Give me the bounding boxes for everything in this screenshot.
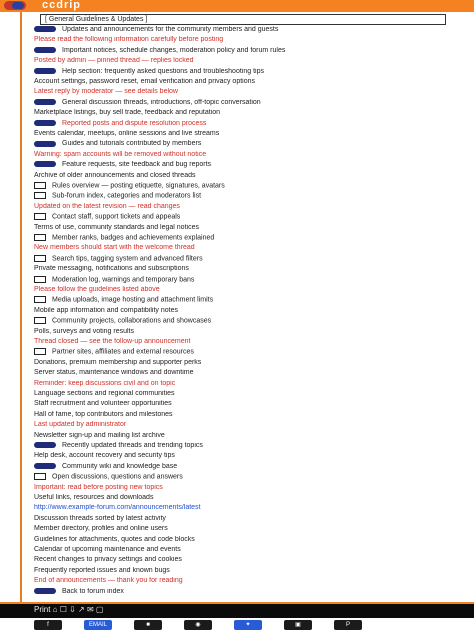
footer-button[interactable]: ■: [134, 620, 162, 630]
list-item-text: Staff recruitment and volunteer opportunities: [34, 400, 172, 408]
list-item[interactable]: [34, 68, 454, 76]
badge-icon: [34, 141, 56, 147]
list-item[interactable]: [34, 484, 454, 492]
list-item[interactable]: [34, 588, 454, 596]
list-item[interactable]: [34, 265, 454, 273]
list-item-text: Important notices, schedule changes, moderation policy and forum rules: [62, 46, 286, 54]
list-item-text: Last updated by administrator: [34, 421, 127, 429]
list-item[interactable]: [34, 57, 454, 65]
list-item[interactable]: [34, 348, 454, 356]
checkbox-icon[interactable]: [34, 255, 46, 262]
list-item-text: Back to forum index: [62, 587, 124, 595]
list-item[interactable]: [34, 224, 454, 232]
list-item-text: Posted by admin — pinned thread — replies locked: [34, 57, 194, 65]
checkbox-icon[interactable]: [34, 234, 46, 241]
list-item-text: Latest reply by moderator — see details below: [34, 88, 178, 96]
list-item[interactable]: [34, 546, 454, 554]
list-item-text: Donations, premium membership and supporter perks: [34, 358, 202, 366]
list-item[interactable]: [34, 525, 454, 533]
list-item-text: Rules overview — posting etiquette, signatures, avatars: [52, 182, 225, 190]
checkbox-icon[interactable]: [34, 213, 46, 220]
badge-icon: [34, 588, 56, 594]
list-item[interactable]: [34, 99, 454, 107]
list-item-text: Events calendar, meetups, online sessions and live streams: [34, 130, 220, 137]
list-item-text: Member ranks, badges and achievements explained: [52, 234, 215, 242]
list-item-text: Media uploads, image hosting and attachment limits: [52, 296, 214, 304]
list-item[interactable]: [34, 109, 454, 117]
list-item-text: Marketplace listings, buy sell trade, feedback and reputation: [34, 109, 220, 117]
list-item[interactable]: [34, 276, 454, 284]
list-item-text: Updated on the latest revision — read changes: [34, 202, 180, 210]
list-item[interactable]: [34, 203, 454, 211]
list-item-text: Useful links, resources and downloads: [34, 494, 154, 501]
list-item[interactable]: [34, 338, 454, 346]
list-item[interactable]: [34, 317, 454, 325]
list-item[interactable]: [34, 120, 454, 128]
list-item[interactable]: [34, 192, 454, 200]
list-item[interactable]: [34, 26, 454, 34]
list-item-text: Member directory, profiles and online users: [34, 525, 168, 533]
list-item-text: End of announcements — thank you for reading: [34, 577, 183, 585]
list-item[interactable]: [34, 307, 454, 315]
list-item[interactable]: [34, 88, 454, 96]
list-item[interactable]: [34, 536, 454, 544]
list-item-text: General discussion threads, introductions, off-topic conversation: [62, 98, 261, 106]
badge-icon: [34, 442, 56, 448]
list-item-text: Hall of fame, top contributors and milestones: [34, 410, 173, 418]
list-item-text: Help section: frequently asked questions and troubleshooting tips: [62, 67, 264, 75]
list-item[interactable]: [34, 244, 454, 252]
list-item[interactable]: [34, 78, 454, 86]
list-item[interactable]: [34, 369, 454, 377]
list-item[interactable]: [34, 36, 454, 44]
list-item[interactable]: [34, 411, 454, 419]
checkbox-icon[interactable]: [34, 348, 46, 355]
checkbox-icon[interactable]: [34, 192, 46, 199]
badge-icon: [34, 68, 56, 74]
list-item-text: Recently updated threads and trending topics: [62, 442, 203, 449]
list-item-text: Frequently reported issues and known bugs: [34, 566, 170, 574]
list-item-text: Help desk, account recovery and security tips: [34, 452, 175, 460]
list-item-text: Terms of use, community standards and legal notices: [34, 223, 199, 231]
checkbox-icon[interactable]: [34, 182, 46, 189]
list-item[interactable]: [34, 473, 454, 481]
list-item[interactable]: [34, 567, 454, 575]
list-item-text: Search tips, tagging system and advanced filters: [52, 255, 203, 263]
list-item-text: Warning: spam accounts will be removed without notice: [34, 150, 207, 158]
badge-icon: [34, 47, 56, 53]
list-item-text: Updates and announcements for the community members and guests: [62, 26, 279, 33]
list-item[interactable]: [34, 504, 454, 512]
list-item[interactable]: [34, 296, 454, 304]
list-item[interactable]: [34, 182, 454, 190]
list-item[interactable]: [34, 452, 454, 460]
list-item-text: Feature requests, site feedback and bug reports: [62, 161, 212, 169]
list-item-text: Archive of older announcements and closed threads: [34, 171, 196, 179]
footer-button[interactable]: ◉: [184, 620, 212, 630]
list-item-text: Polls, surveys and voting results: [34, 327, 134, 335]
list-item-text: Server status, maintenance windows and downtime: [34, 369, 194, 377]
list-item[interactable]: [34, 421, 454, 429]
page-title: [ General Guidelines & Updates ]: [40, 14, 446, 25]
badge-icon: [34, 161, 56, 167]
list-item-text: Mobile app information and compatibility notes: [34, 306, 178, 314]
list-item-text: Reported posts and dispute resolution process: [62, 119, 207, 127]
list-item-text: Private messaging, notifications and subscriptions: [34, 265, 189, 273]
badge-icon: [34, 120, 56, 126]
list-item-text: Recent changes to privacy settings and cookies: [34, 556, 182, 564]
list-item[interactable]: [34, 400, 454, 408]
badge-icon: [34, 26, 56, 32]
list-item-text: Partner sites, affiliates and external resources: [52, 348, 194, 356]
list-item[interactable]: [34, 442, 454, 450]
list-item[interactable]: [34, 515, 454, 523]
list-item-text: Please read the following information carefully before posting: [34, 36, 224, 44]
list-item-text: Community wiki and knowledge base: [62, 462, 178, 470]
footer-button[interactable]: EMAIL: [84, 620, 112, 630]
list-item[interactable]: [34, 494, 454, 502]
top-header-bar: [0, 0, 474, 12]
list-item-text: http://www.example-forum.com/announcements/latest: [34, 504, 201, 512]
logo-accent-icon: [12, 2, 24, 9]
list-item-text: Open discussions, questions and answers: [52, 473, 183, 481]
footer-button[interactable]: P: [334, 620, 362, 630]
checkbox-icon[interactable]: [34, 276, 46, 283]
list-item-text: Discussion threads sorted by latest activity: [34, 514, 166, 522]
list-item[interactable]: [34, 328, 454, 336]
list-item[interactable]: [34, 151, 454, 159]
footer-bar: [0, 604, 474, 618]
list-item[interactable]: [34, 432, 454, 440]
badge-icon: [34, 99, 56, 105]
list-item[interactable]: [34, 556, 454, 564]
list-item-text: Account settings, password reset, email verification and privacy options: [34, 78, 255, 85]
list-item-text: Newsletter sign-up and mailing list archive: [34, 431, 165, 439]
footer-title: Print ⌂ ☐ ⇩ ↗ ✉ ▢: [34, 605, 104, 614]
footer-button[interactable]: ✦: [234, 620, 262, 630]
checkbox-icon[interactable]: [34, 317, 46, 324]
list-item[interactable]: [34, 390, 454, 398]
list-item-text: Thread closed — see the follow-up announcement: [34, 338, 191, 345]
list-item[interactable]: [34, 463, 454, 471]
list-item[interactable]: [34, 47, 454, 55]
list-item[interactable]: [34, 286, 454, 294]
list-item-text: Contact staff, support tickets and appeals: [52, 213, 181, 221]
checkbox-icon[interactable]: [34, 473, 46, 480]
list-item-text: Community projects, collaborations and showcases: [52, 317, 212, 325]
list-item[interactable]: [34, 172, 454, 180]
list-item-text: New members should start with the welcome thread: [34, 244, 195, 252]
list-item[interactable]: [34, 234, 454, 242]
footer-button[interactable]: ▣: [284, 620, 312, 630]
footer-toolbar: [0, 602, 474, 634]
badge-icon: [34, 463, 56, 469]
list-item-text: Important: read before posting new topics: [34, 483, 163, 491]
brand-name[interactable]: ccdrip: [42, 0, 82, 11]
list-item-text: Guidelines for attachments, quotes and code blocks: [34, 535, 195, 543]
list-item[interactable]: [34, 213, 454, 221]
list-item-text: Language sections and regional communities: [34, 390, 175, 397]
list-item[interactable]: [34, 140, 454, 148]
list-item[interactable]: [34, 130, 454, 138]
checkbox-icon[interactable]: [34, 296, 46, 303]
list-item[interactable]: [34, 359, 454, 367]
main-content-area: [20, 12, 462, 602]
list-item-text: Calendar of upcoming maintenance and events: [34, 546, 181, 553]
list-item-text: Sub-forum index, categories and moderators list: [52, 192, 202, 200]
list-item[interactable]: [34, 161, 454, 169]
list-item[interactable]: [34, 255, 454, 263]
footer-button[interactable]: f: [34, 620, 62, 630]
list-item-text: Reminder: keep discussions civil and on topic: [34, 379, 176, 387]
list-item[interactable]: [34, 577, 454, 585]
list-item-text: Please follow the guidelines listed above: [34, 286, 160, 293]
list-item-text: Moderation log, warnings and temporary bans: [52, 275, 195, 283]
list-item-text: Guides and tutorials contributed by members: [62, 140, 202, 148]
list-item[interactable]: [34, 380, 454, 388]
